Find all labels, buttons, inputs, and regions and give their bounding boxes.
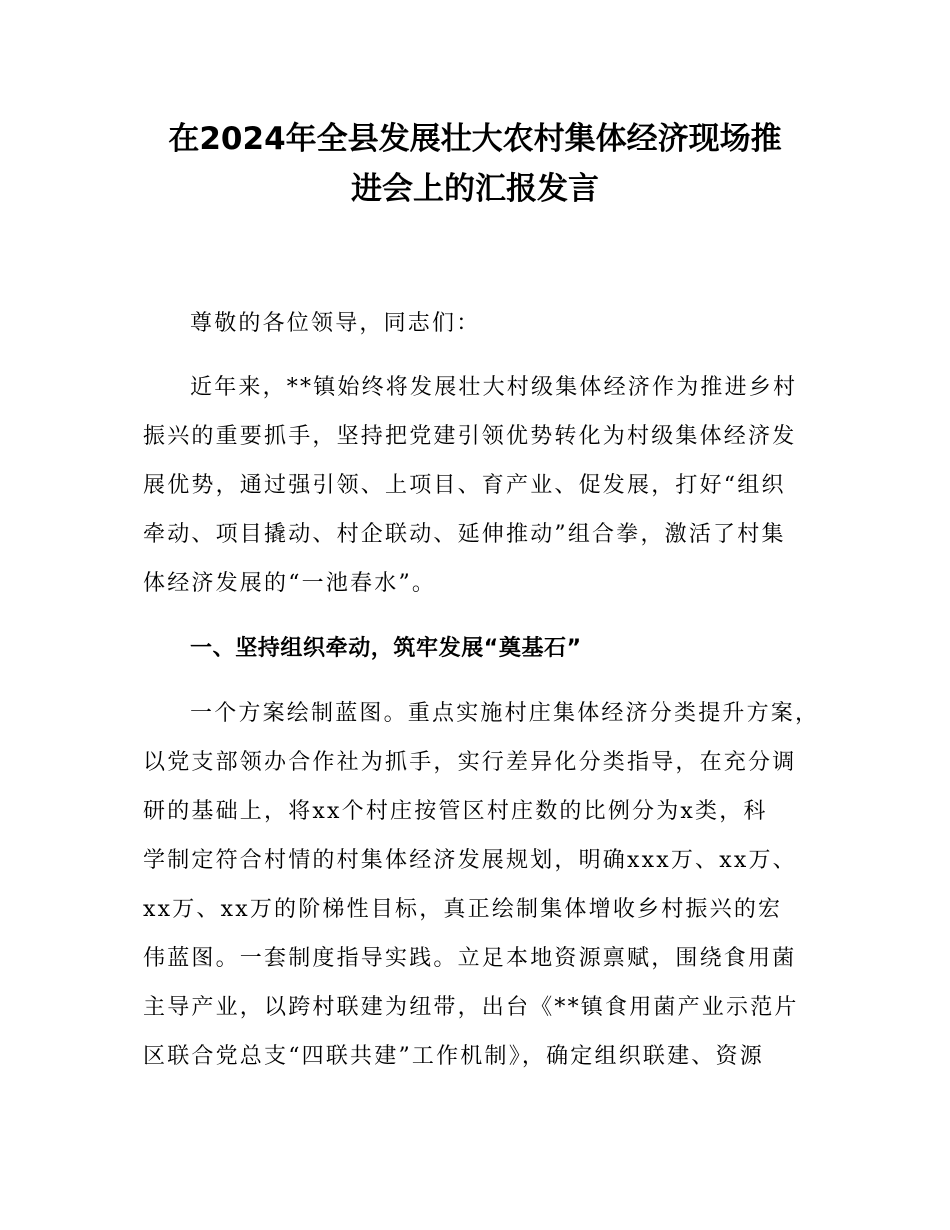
section-1-paragraph-line: xx万、xx万的阶梯性目标，真正绘制集体增收乡村振兴的宏: [143, 897, 783, 922]
section-1-paragraph-line: 区联合党总支“四联共建”工作机制》，确定组织联建、资源: [143, 1044, 764, 1069]
intro-paragraph-line: 体经济发展的“一池春水”。: [143, 571, 437, 596]
salutation: 尊敬的各位领导，同志们：: [190, 311, 481, 336]
document-title-line-2: 进会上的汇报发言: [351, 171, 599, 207]
document-title-line-1: 在2024年全县发展壮大农村集体经济现场推: [168, 121, 782, 157]
section-1-paragraph-line: 研的基础上，将xx个村庄按管区村庄数的比例分为x类，科: [143, 799, 768, 824]
intro-paragraph-line: 牵动、项目撬动、村企联动、延伸推动”组合拳，激活了村集: [143, 522, 786, 547]
section-1-heading: 一、坚持组织牵动，筑牢发展“奠基石”: [190, 636, 582, 661]
section-1-paragraph-line: 学制定符合村情的村集体经济发展规划，明确xxx万、xx万、: [143, 848, 797, 873]
section-1-paragraph-line: 以党支部领办合作社为抓手，实行差异化分类指导，在充分调: [143, 750, 797, 775]
section-1-paragraph-line: 一个方案绘制蓝图。重点实施村庄集体经济分类提升方案，: [190, 701, 820, 726]
section-1-paragraph-line: 伟蓝图。一套制度指导实践。立足本地资源禀赋，围绕食用菌: [143, 946, 797, 971]
intro-paragraph-line: 振兴的重要抓手，坚持把党建引领优势转化为村级集体经济发: [143, 424, 797, 449]
intro-paragraph-line: 展优势，通过强引领、上项目、育产业、促发展，打好“组织: [143, 473, 786, 498]
intro-paragraph-line: 近年来，**镇始终将发展壮大村级集体经济作为推进乡村: [190, 375, 798, 400]
section-1-paragraph-line: 主导产业，以跨村联建为纽带，出台《**镇食用菌产业示范片: [143, 995, 799, 1020]
